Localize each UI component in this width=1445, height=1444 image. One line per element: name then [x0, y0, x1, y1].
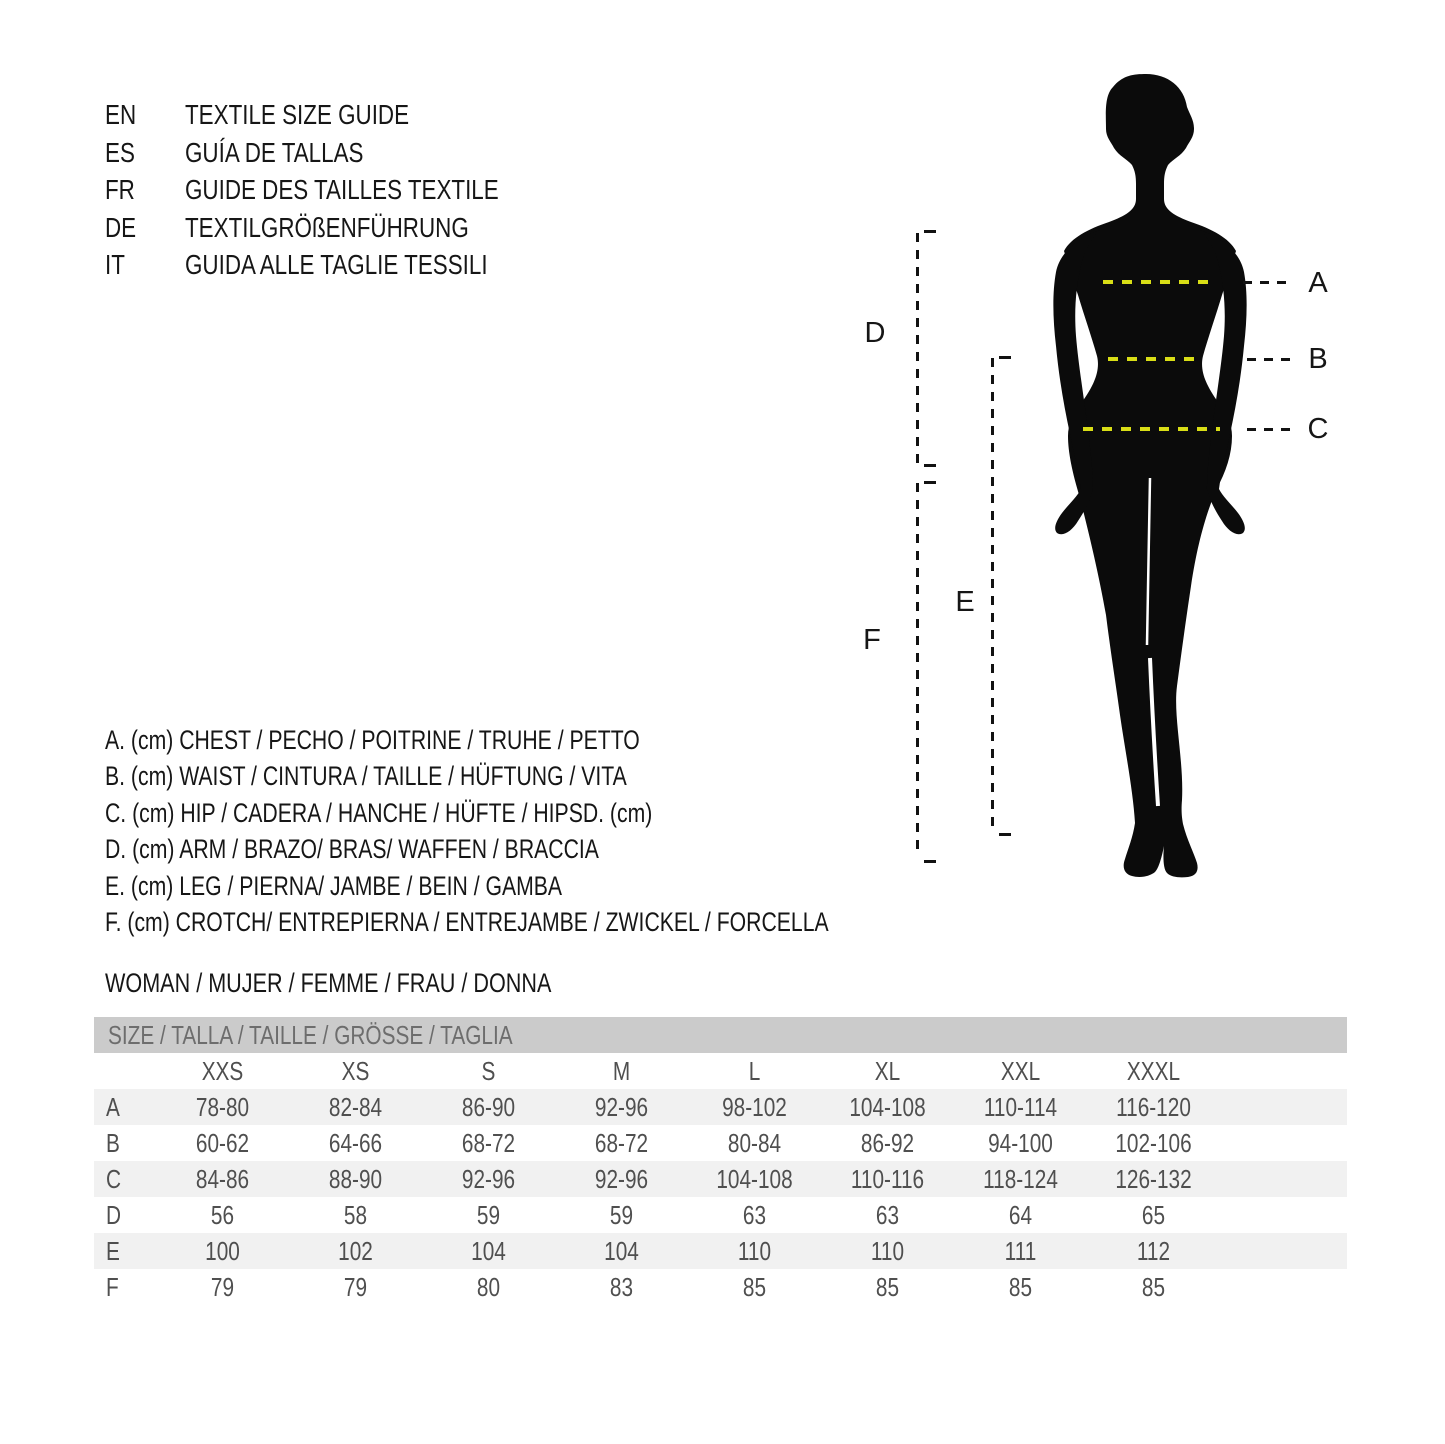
size-cell: 64	[1008, 1199, 1033, 1230]
size-cell: 100	[156, 1233, 289, 1269]
marker-label-a: A	[1308, 267, 1328, 299]
size-table-header-text: SIZE / TALLA / TAILLE / GRÖSSE / TAGLIA	[108, 1020, 513, 1050]
size-cell: 64-66	[328, 1127, 383, 1158]
size-cell: 85	[1008, 1271, 1033, 1302]
table-row-crotch	[94, 1269, 1347, 1305]
size-cell: 86-90	[422, 1089, 555, 1125]
size-cell: 63	[875, 1199, 900, 1230]
marker-label-f: F	[863, 624, 881, 656]
size-cell: 104	[422, 1233, 555, 1269]
table-row-waist	[94, 1125, 1347, 1161]
size-cell: 86-92	[860, 1127, 915, 1158]
size-cell: 80	[476, 1271, 501, 1302]
language-title-en: TEXTILE SIZE GUIDE	[185, 99, 410, 130]
language-title-it: GUIDA ALLE TAGLIE TESSILI	[185, 249, 488, 281]
size-cell: 110-116	[821, 1161, 954, 1197]
size-cell: 85	[742, 1271, 767, 1302]
size-table	[94, 1017, 1347, 1305]
woman-silhouette	[1020, 60, 1260, 900]
hip-callout-line	[1247, 428, 1293, 431]
legend-item-crotch: F. (cm) CROTCH/ ENTREPIERNA / ENTREJAMBE / ZWICKEL / FORCELLA	[105, 907, 829, 938]
size-cell: 79	[210, 1271, 235, 1302]
size-cell: 118-124	[954, 1161, 1087, 1197]
size-col-header: S	[481, 1055, 496, 1086]
size-cell: 111	[954, 1233, 1087, 1269]
row-label: A	[94, 1089, 156, 1125]
legend-item-waist: B. (cm) WAIST / CINTURA / TAILLE / HÜFTUNG / VITA	[105, 761, 627, 792]
size-cell: 59	[476, 1199, 501, 1230]
language-code-es: ES	[105, 136, 135, 168]
legend-item-leg: E. (cm) LEG / PIERNA/ JAMBE / BEIN / GAMBA	[105, 870, 563, 901]
size-cell: 126-132	[1087, 1161, 1220, 1197]
chest-callout-line	[1243, 281, 1293, 284]
size-cell: 80-84	[727, 1127, 782, 1158]
size-cell: 112	[1087, 1233, 1220, 1269]
size-cell: 60-62	[195, 1127, 250, 1158]
row-label: D	[106, 1199, 122, 1230]
size-cell: 78-80	[156, 1089, 289, 1125]
arm-measure-line	[916, 233, 919, 467]
waist-measure-dash	[1108, 357, 1202, 361]
size-cell: 63	[742, 1199, 767, 1230]
table-row-chest	[94, 1089, 1347, 1125]
size-cell: 92-96	[555, 1161, 688, 1197]
chest-measure-dash	[1103, 280, 1208, 284]
size-cell: 85	[1141, 1271, 1166, 1302]
size-cell: 79	[343, 1271, 368, 1302]
size-cell: 104-108	[821, 1089, 954, 1125]
hip-measure-dash	[1083, 427, 1220, 431]
size-cell: 82-84	[289, 1089, 422, 1125]
row-label: E	[94, 1233, 156, 1269]
waist-callout-line	[1247, 358, 1293, 361]
size-cell: 58	[343, 1199, 368, 1230]
row-label: F	[106, 1271, 119, 1302]
row-label: C	[94, 1161, 156, 1197]
size-cell: 85	[875, 1271, 900, 1302]
language-row-it	[105, 246, 577, 284]
size-table-header-bar	[94, 1017, 1347, 1053]
language-row-fr	[105, 171, 577, 209]
size-table-grid	[94, 1053, 1347, 1305]
arm-measure-tick-bottom	[924, 464, 936, 467]
measurement-legend	[105, 722, 1010, 940]
language-row-es	[105, 134, 577, 172]
table-row-leg	[94, 1233, 1347, 1269]
table-row-arm	[94, 1197, 1347, 1233]
size-cell: 104-108	[688, 1161, 821, 1197]
language-code-de: DE	[105, 211, 137, 243]
leg-measure-tick-top	[999, 356, 1011, 359]
language-code-en: EN	[105, 99, 137, 130]
woman-silhouette-figure	[1053, 74, 1246, 877]
row-label: B	[106, 1127, 120, 1158]
language-title-fr: GUIDE DES TAILLES TEXTILE	[185, 174, 499, 206]
language-row-en	[105, 96, 577, 134]
size-cell: 68-72	[594, 1127, 649, 1158]
size-col-header: XXL	[1000, 1055, 1041, 1086]
size-cell: 65	[1141, 1199, 1166, 1230]
size-col-header: XXS	[201, 1055, 244, 1086]
size-cell: 98-102	[688, 1089, 821, 1125]
marker-label-c: C	[1307, 413, 1329, 445]
size-cell: 110-114	[954, 1089, 1087, 1125]
language-code-it: IT	[105, 249, 125, 281]
legend-item-hip: C. (cm) HIP / CADERA / HANCHE / HÜFTE / HIPSD. (cm)	[105, 797, 653, 828]
size-col-header: M	[612, 1055, 631, 1086]
table-row-hip	[94, 1161, 1347, 1197]
language-title-list	[105, 96, 577, 284]
marker-label-b: B	[1308, 343, 1328, 375]
size-cell: 102	[289, 1233, 422, 1269]
size-col-header: XXXL	[1126, 1055, 1181, 1086]
marker-label-e: E	[955, 586, 975, 618]
crotch-measure-tick-top	[924, 481, 936, 484]
size-cell: 83	[609, 1271, 634, 1302]
size-cell: 92-96	[422, 1161, 555, 1197]
language-title-es: GUÍA DE TALLAS	[185, 136, 364, 168]
size-cell: 94-100	[988, 1127, 1053, 1158]
language-code-fr: FR	[105, 174, 135, 206]
size-cell: 59	[609, 1199, 634, 1230]
language-row-de	[105, 209, 577, 247]
size-cell: 104	[555, 1233, 688, 1269]
marker-label-d: D	[864, 317, 886, 349]
size-col-header: XS	[341, 1055, 370, 1086]
size-cell: 56	[210, 1199, 235, 1230]
size-header-row	[94, 1053, 1347, 1089]
language-title-de: TEXTILGRÖßENFÜHRUNG	[185, 211, 469, 243]
size-cell: 68-72	[461, 1127, 516, 1158]
size-col-header: L	[748, 1055, 761, 1086]
size-cell: 110	[688, 1233, 821, 1269]
size-cell: 92-96	[555, 1089, 688, 1125]
gender-heading: WOMAN / MUJER / FEMME / FRAU / DONNA	[105, 968, 552, 998]
legend-item-chest: A. (cm) CHEST / PECHO / POITRINE / TRUHE / PETTO	[105, 725, 640, 755]
legend-item-arm: D. (cm) ARM / BRAZO/ BRAS/ WAFFEN / BRACCIA	[105, 834, 599, 865]
size-col-header: XL	[874, 1055, 901, 1086]
size-cell: 110	[821, 1233, 954, 1269]
size-cell: 88-90	[289, 1161, 422, 1197]
size-cell: 102-106	[1115, 1127, 1192, 1158]
arm-measure-tick-top	[924, 230, 936, 233]
size-cell: 84-86	[156, 1161, 289, 1197]
size-cell: 116-120	[1087, 1089, 1220, 1125]
